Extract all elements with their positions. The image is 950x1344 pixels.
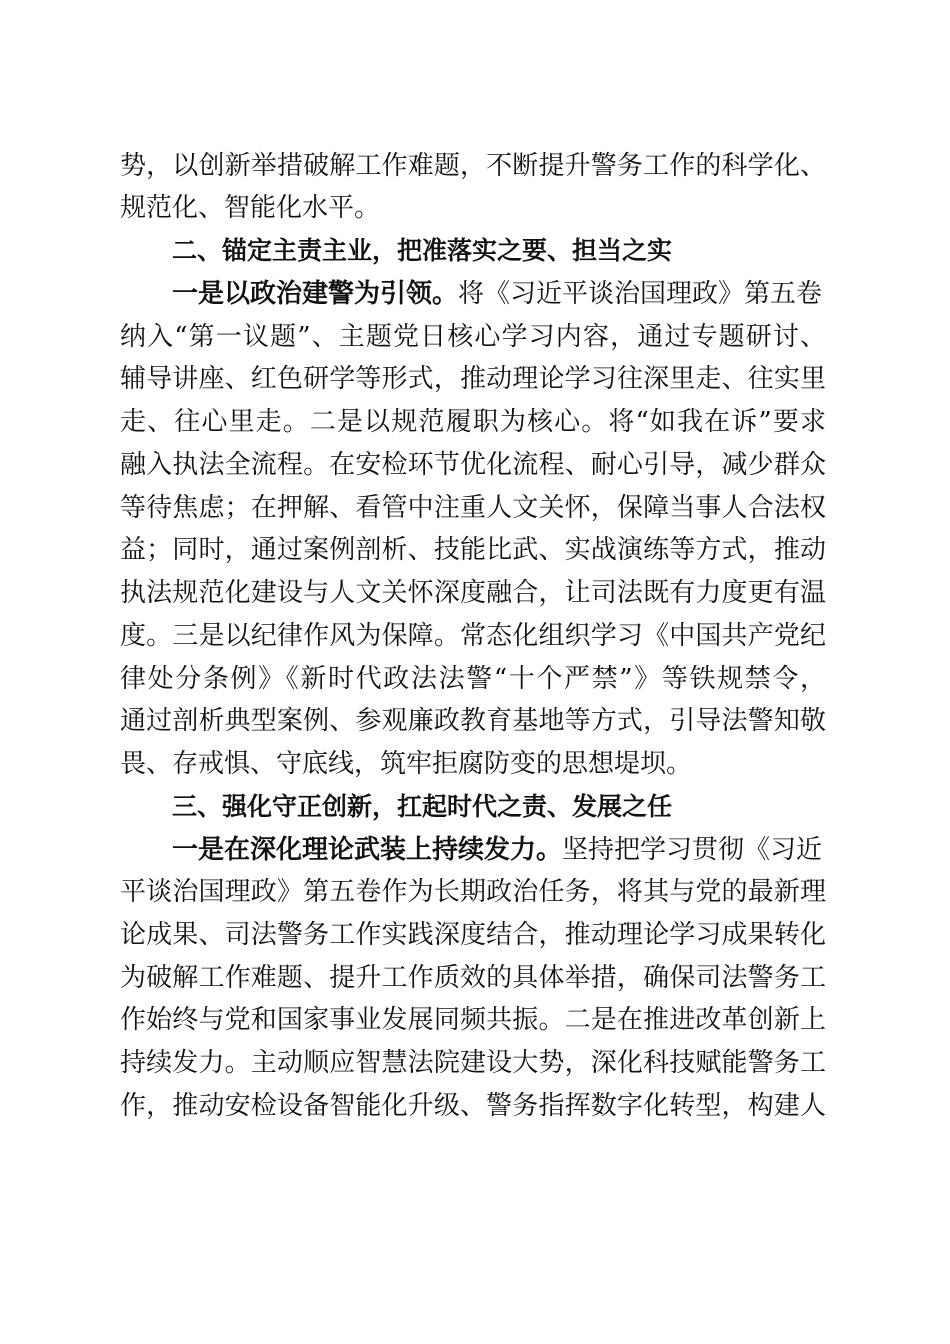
paragraph-line: 律处分条例》《新时代政法法警“十个严禁”》等铁规禁令， [120, 664, 826, 694]
paragraph-line-first [172, 830, 826, 870]
paragraph-line: 通过剖析典型案例、参观廉政教育基地等方式，引导法警知敬 [120, 706, 826, 736]
paragraph-line: 作始终与党和国家事业发展同频共振。二是在推进改革创新上 [120, 1005, 826, 1035]
paragraph-line: 论成果、司法警务工作实践深度结合，推动理论学习成果转化 [120, 920, 826, 950]
paragraph-line: 为破解工作难题、提升工作质效的具体举措，确保司法警务工 [120, 963, 826, 993]
paragraph-line-first [172, 274, 826, 314]
section-heading-three: 三、强化守正创新，扛起时代之责、发展之任 [172, 792, 673, 821]
paragraph-line: 等待焦虑；在押解、看管中注重人文关怀，保障当事人合法权 [120, 493, 826, 523]
paragraph-line: 纳入“第一议题”、主题党日核心学习内容，通过专题研讨、 [120, 322, 826, 352]
paragraph-line: 畏、存戒惧、守底线，筑牢拒腐防变的思想堤坝。 [120, 749, 693, 779]
paragraph-line: 执法规范化建设与人文关怀深度融合，让司法既有力度更有温 [120, 578, 826, 608]
paragraph-lead: 一是在深化理论武装上持续发力。 [172, 835, 563, 865]
paragraph-line: 辅导讲座、红色研学等形式，推动理论学习往深里走、往实里 [120, 364, 826, 394]
paragraph-line: 融入执法全流程。在安检环节优化流程、耐心引导，减少群众 [120, 450, 826, 480]
paragraph-text: 坚持把学习贯彻《习近 [562, 835, 823, 865]
paragraph-lead: 一是以政治建警为引领。 [172, 279, 459, 309]
paragraph-line: 作，推动安检设备智能化升级、警务指挥数字化转型，构建人 [120, 1091, 826, 1121]
paragraph-text: 将《习近平谈治国理政》第五卷 [458, 279, 823, 309]
paragraph-line: 走、往心里走。二是以规范履职为核心。将“如我在诉”要求 [120, 407, 826, 437]
paragraph-line: 平谈治国理政》第五卷作为长期政治任务，将其与党的最新理 [120, 877, 826, 907]
paragraph-line: 益；同时，通过案例剖析、技能比武、实战演练等方式，推动 [120, 535, 826, 565]
paragraph-line: 度。三是以纪律作风为保障。常态化组织学习《中国共产党纪 [120, 621, 826, 651]
paragraph-line: 持续发力。主动顺应智慧法院建设大势，深化科技赋能警务工 [120, 1048, 826, 1078]
paragraph-line: 势，以创新举措破解工作难题，不断提升警务工作的科学化、 [120, 151, 826, 181]
section-heading-two: 二、锚定主责主业，把准落实之要、担当之实 [172, 236, 673, 265]
paragraph-line: 规范化、智能化水平。 [120, 193, 381, 223]
